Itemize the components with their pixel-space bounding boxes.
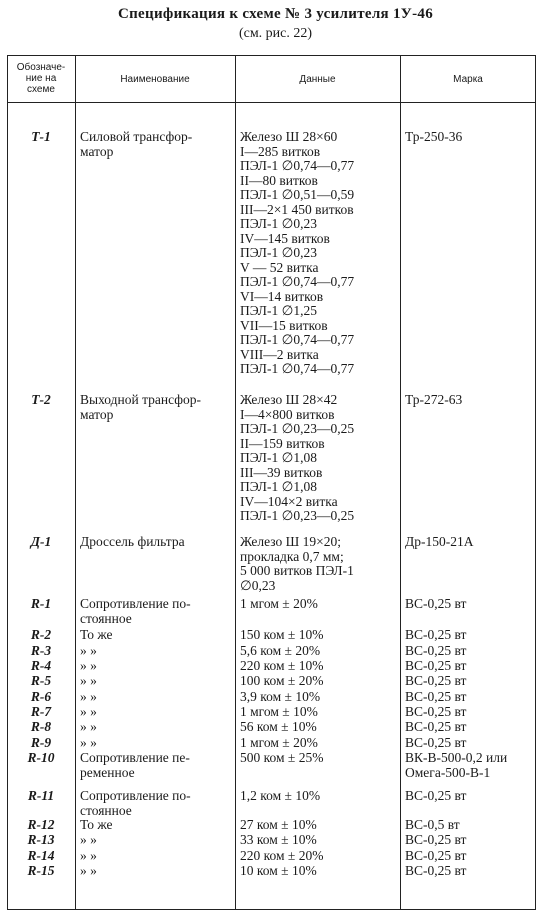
data-line: 100 ком ± 20%	[240, 673, 324, 688]
name-cell	[80, 393, 230, 422]
data-line: Железо Ш 28×42	[240, 392, 338, 407]
data-cell	[240, 644, 320, 659]
name-line: » »	[80, 643, 97, 658]
name-line: матор	[80, 406, 114, 422]
name-line: Сопротивление по-	[80, 596, 191, 611]
mark-cell: ВС-0,25 вт	[405, 689, 467, 704]
document-title: Спецификация к схеме № 3 усилителя 1У-46	[117, 6, 434, 22]
data-line: ПЭЛ-1 ∅0,23—0,25	[240, 421, 355, 436]
designation-cell: R-3	[30, 643, 52, 658]
data-line: 5,6 ком ± 20%	[240, 643, 321, 658]
data-cell	[240, 674, 323, 689]
name-line: » »	[80, 848, 97, 863]
data-cell	[240, 833, 317, 848]
data-line: 56 ком ± 10%	[240, 719, 317, 734]
data-line: V — 52 витка	[240, 259, 319, 275]
mark-cell: ВС-0,25 вт	[405, 596, 467, 611]
data-line: ПЭЛ-1 ∅1,08	[240, 450, 317, 465]
data-line: 33 ком ± 10%	[240, 832, 317, 847]
data-cell	[240, 393, 354, 524]
mark-cell: ВС-0,25 вт	[405, 832, 467, 847]
data-line: 220 ком ± 10%	[240, 658, 324, 673]
data-line: ПЭЛ-1 ∅0,23	[240, 245, 317, 260]
name-cell	[80, 659, 230, 674]
data-cell	[240, 628, 323, 643]
designation-cell: R-12	[27, 817, 55, 832]
mark-cell: ВС-0,5 вт	[405, 817, 460, 832]
mark-cell: ВС-0,25 вт	[405, 863, 467, 878]
header-name: Наименование	[120, 74, 190, 85]
data-line: VIII—2 витка	[240, 346, 319, 362]
data-line: II—159 витков	[240, 435, 325, 451]
data-line: ПЭЛ-1 ∅0,51—0,59	[240, 187, 355, 202]
name-cell	[80, 818, 230, 833]
name-cell	[80, 705, 230, 720]
data-line: VII—15 витков	[240, 317, 328, 333]
data-line: ПЭЛ-1 ∅0,74—0,77	[240, 158, 355, 173]
name-line: » »	[80, 832, 97, 847]
mark-cell: ВС-0,25 вт	[405, 643, 467, 658]
data-line: 1 мгом ± 20%	[240, 596, 318, 611]
designation-cell: Т-1	[31, 129, 51, 144]
mark-cell: ВС-0,25 вт	[405, 704, 467, 719]
name-line: » »	[80, 658, 97, 673]
name-cell	[80, 720, 230, 735]
data-line: IV—145 витков	[240, 230, 330, 246]
designation-cell: R-6	[30, 689, 52, 704]
data-cell	[240, 818, 317, 833]
data-line: 220 ком ± 20%	[240, 848, 324, 863]
name-cell	[80, 535, 230, 550]
mark-cell: ВС-0,25 вт	[405, 788, 467, 803]
data-line: 1,2 ком ± 10%	[240, 788, 321, 803]
data-cell	[240, 751, 323, 766]
mark-cell	[405, 751, 507, 780]
designation-cell: R-2	[30, 627, 52, 642]
data-cell	[240, 736, 318, 751]
data-line: Железо Ш 28×60	[240, 129, 338, 144]
mark-cell: ВС-0,25 вт	[405, 673, 467, 688]
name-cell	[80, 833, 230, 848]
data-cell	[240, 864, 317, 879]
column-divider	[75, 55, 76, 910]
data-line: 27 ком ± 10%	[240, 817, 317, 832]
designation-cell: R-15	[27, 863, 55, 878]
name-line: Выходной трансфор-	[80, 392, 202, 407]
name-cell	[80, 644, 230, 659]
data-line: 1 мгом ± 20%	[240, 735, 318, 750]
mark-cell: ВС-0,25 вт	[405, 848, 467, 863]
name-line: » »	[80, 689, 97, 704]
mark-cell: Тр-272-63	[405, 392, 463, 407]
data-line: 1 мгом ± 10%	[240, 704, 318, 719]
data-cell	[240, 720, 317, 735]
name-line: стоянное	[80, 610, 132, 626]
mark-cell: ВС-0,25 вт	[405, 719, 467, 734]
designation-cell: Д-1	[30, 534, 52, 549]
name-cell	[80, 628, 230, 643]
name-cell	[80, 130, 230, 159]
data-line: IV—104×2 витка	[240, 493, 338, 509]
header-designation	[7, 62, 75, 95]
data-line: 5 000 витков ПЭЛ-1	[240, 563, 354, 578]
mark-cell: Тр-250-36	[405, 129, 463, 144]
name-cell	[80, 674, 230, 689]
data-line: ПЭЛ-1 ∅1,25	[240, 303, 317, 318]
header-designation-line: схеме	[27, 84, 55, 95]
data-line: III—2×1 450 витков	[240, 201, 354, 217]
data-line: 10 ком ± 10%	[240, 863, 317, 878]
data-cell	[240, 659, 323, 674]
data-cell	[240, 535, 354, 593]
designation-cell: R-9	[30, 735, 52, 750]
designation-cell: R-7	[30, 704, 52, 719]
data-line: III—39 витков	[240, 464, 323, 480]
mark-line: ВК-В-500-0,2 или	[405, 750, 508, 765]
name-line: ременное	[80, 764, 135, 780]
name-line: Силовой трансфор-	[80, 129, 193, 144]
name-line: Сопротивление по-	[80, 788, 191, 803]
data-cell	[240, 705, 318, 720]
data-line: I—285 витков	[240, 143, 321, 159]
data-line: ПЭЛ-1 ∅1,08	[240, 479, 317, 494]
name-line: » »	[80, 704, 97, 719]
header-data: Данные	[299, 74, 336, 85]
data-line: I—4×800 витков	[240, 406, 335, 422]
mark-line: Омега-500-В-1	[405, 764, 491, 780]
data-line: 500 ком ± 25%	[240, 750, 324, 765]
name-cell	[80, 690, 230, 705]
document-subtitle: (см. рис. 22)	[238, 26, 313, 41]
mark-cell: Др-150-21А	[405, 534, 474, 549]
column-divider	[400, 55, 401, 910]
designation-cell: R-14	[27, 848, 55, 863]
header-divider	[7, 102, 536, 103]
designation-cell: R-11	[27, 788, 55, 803]
name-line: » »	[80, 673, 97, 688]
header-designation-line: ние на	[25, 73, 57, 84]
name-cell	[80, 751, 230, 780]
data-line: VI—14 витков	[240, 288, 324, 304]
designation-cell: R-13	[27, 832, 55, 847]
name-line: матор	[80, 143, 114, 159]
data-cell	[240, 789, 320, 804]
data-line: ПЭЛ-1 ∅0,74—0,77	[240, 361, 355, 376]
name-cell	[80, 864, 230, 879]
name-cell	[80, 597, 230, 626]
data-line: ПЭЛ-1 ∅0,74—0,77	[240, 332, 355, 347]
designation-cell: R-1	[30, 596, 52, 611]
name-line: Дроссель фильтра	[80, 534, 185, 549]
data-cell	[240, 690, 320, 705]
designation-cell: R-4	[30, 658, 52, 673]
name-line: стоянное	[80, 802, 132, 818]
data-line: 3,9 ком ± 10%	[240, 689, 321, 704]
data-line: II—80 витков	[240, 172, 318, 188]
designation-cell: R-10	[27, 750, 55, 765]
name-cell	[80, 789, 230, 818]
designation-cell: R-8	[30, 719, 52, 734]
header-mark: Марка	[453, 74, 483, 85]
mark-cell: ВС-0,25 вт	[405, 735, 467, 750]
data-line: ПЭЛ-1 ∅0,23	[240, 216, 317, 231]
name-line: » »	[80, 719, 97, 734]
data-line: 150 ком ± 10%	[240, 627, 324, 642]
name-line: » »	[80, 863, 97, 878]
data-line: ∅0,23	[240, 577, 276, 593]
data-cell	[240, 849, 323, 864]
data-cell	[240, 597, 318, 612]
data-line: ПЭЛ-1 ∅0,23—0,25	[240, 508, 355, 523]
name-cell	[80, 736, 230, 751]
data-line: прокладка 0,7 мм;	[240, 548, 344, 564]
name-line: » »	[80, 735, 97, 750]
data-line: ПЭЛ-1 ∅0,74—0,77	[240, 274, 355, 289]
data-line: Железо Ш 19×20;	[240, 534, 342, 549]
name-line: Сопротивление пе-	[80, 750, 190, 765]
name-cell	[80, 849, 230, 864]
designation-cell: Т-2	[31, 392, 51, 407]
header-designation-line: Обозначе-	[16, 62, 66, 73]
mark-cell: ВС-0,25 вт	[405, 658, 467, 673]
mark-cell: ВС-0,25 вт	[405, 627, 467, 642]
column-divider	[235, 55, 236, 910]
data-cell	[240, 130, 354, 377]
name-line: То же	[80, 627, 113, 642]
name-line: То же	[80, 817, 113, 832]
designation-cell: R-5	[30, 673, 52, 688]
